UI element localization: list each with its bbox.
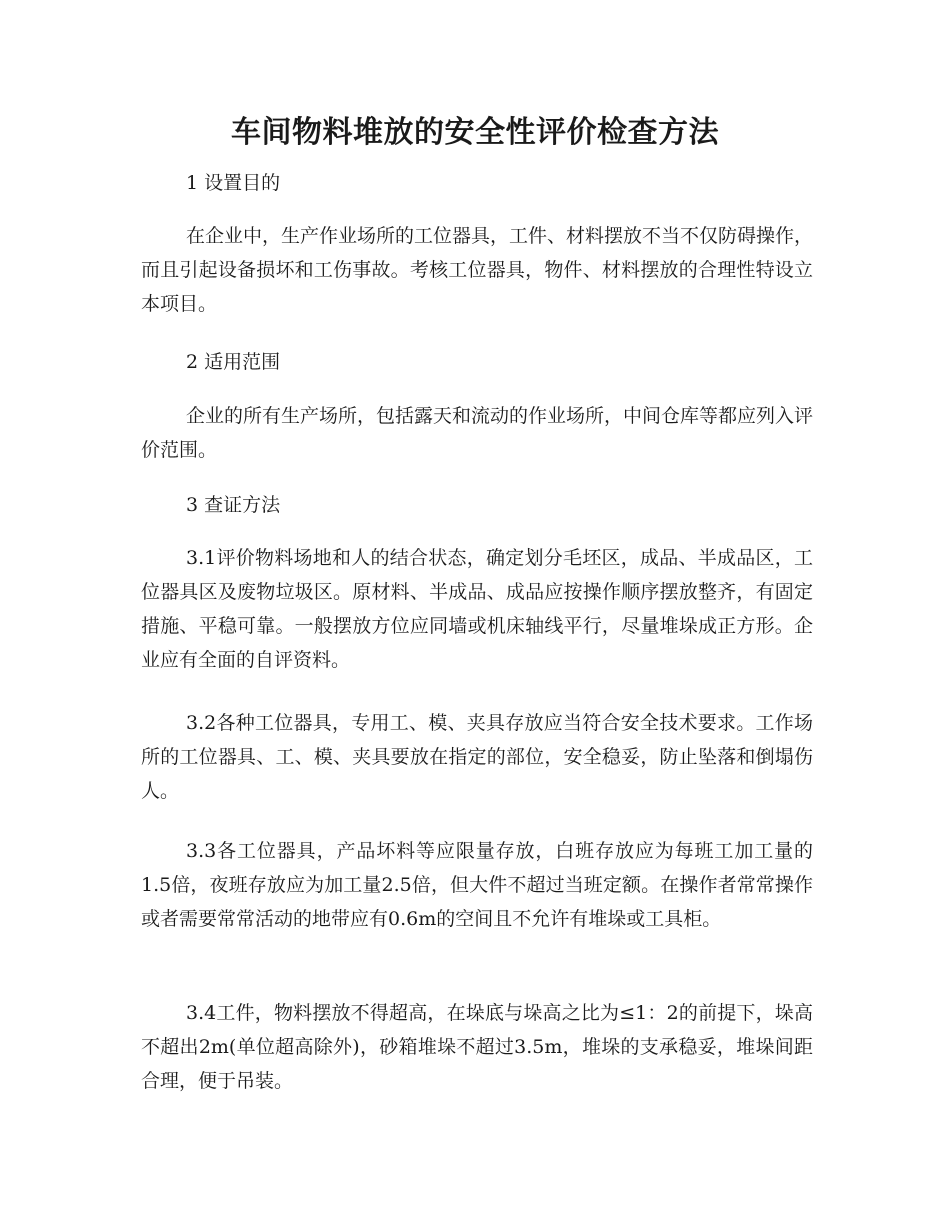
section-3-2-paragraph: 3.2各种工位器具，专用工、模、夹具存放应当符合安全技术要求。工作场所的工位器具、工、模、夹具要放在指定的部位，安全稳妥，防止坠落和倒塌伤人。 <box>141 712 813 802</box>
section-3-4-paragraph: 3.4工件，物料摆放不得超高，在垛底与垛高之比为≤1：2的前提下，垛高不超出2m(单位超高除外)，砂箱堆垛不超过3.5m，堆垛的支承稳妥，堆垛间距合理，便于吊装。 <box>141 1002 813 1092</box>
section-1-paragraph: 在企业中，生产作业场所的工位器具，工件、材料摆放不当不仅防碍操作，而且引起设备损坏和工伤事故。考核工位器具，物件、材料摆放的合理性特设立本项目。 <box>141 225 814 315</box>
document-title: 车间物料堆放的安全性评价检查方法 <box>231 115 719 150</box>
section-1-heading: 1 设置目的 <box>186 172 281 194</box>
section-3-1-paragraph: 3.1评价物料场地和人的结合状态，确定划分毛坯区，成品、半成品区，工位器具区及废物垃圾区。原材料、半成品、成品应按操作顺序摆放整齐，有固定措施、平稳可靠。一般摆放方位应同墙或机床轴线平行，尽量堆垛成正方形。企业应有全面的自评资料。 <box>141 547 813 671</box>
section-2-heading: 2 适用范围 <box>186 351 281 373</box>
section-2-paragraph: 企业的所有生产场所，包括露天和流动的作业场所，中间仓库等都应列入评价范围。 <box>141 405 814 461</box>
section-3-3-paragraph: 3.3各工位器具，产品坏料等应限量存放，白班存放应为每班工加工量的1.5倍，夜班存放应为加工量2.5倍，但大件不超过当班定额。在操作者常常操作或者需要常常活动的地带应有0.6m的空间且不允许有堆垛或工具柜。 <box>141 840 813 930</box>
section-3-heading: 3 查证方法 <box>186 494 281 516</box>
